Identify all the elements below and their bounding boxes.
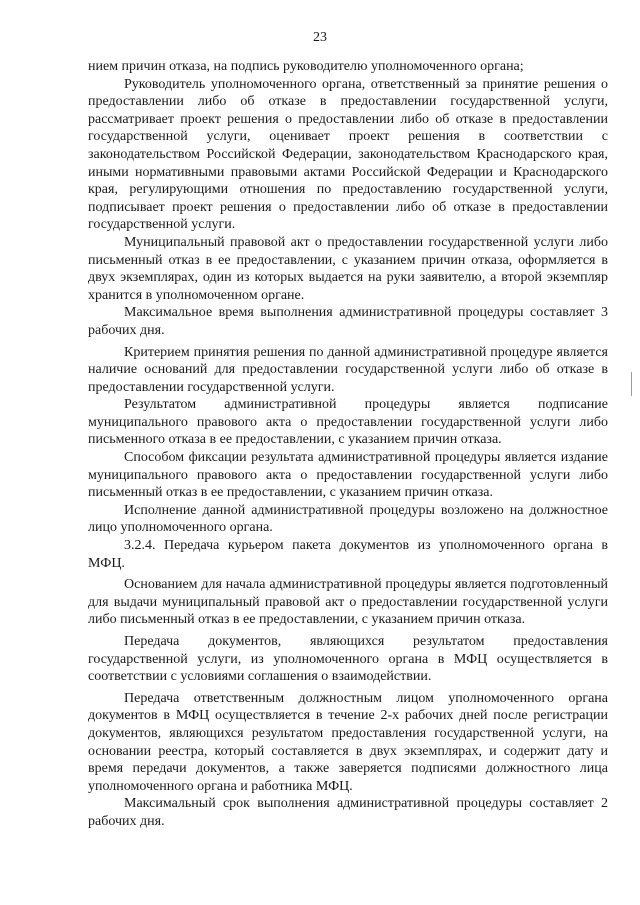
paragraph-execution: Исполнение данной административной процедуры возложено на должностное лицо уполномоченного органа.: [88, 502, 608, 536]
page-number: 23: [313, 30, 327, 45]
paragraph-head-review: Руководитель уполномоченного органа, ответственный за принятие решения о предоставлении либо об отказе в предоставлении государственной услуги, рассматривает проект решения о предоставлении либо об отказе в предоставлении государственной услуги, оценивает проект решения в соответствии с законодательством Российской Федерации, законодательством Краснодарского края, иными нормативными правовыми актами Российской Федерации и Краснодарского края, регулирующими отношения по предоставлению государственной услуги, подписывает проект решения о предоставлении либо об отказе в предоставлении государственной услуги.: [88, 76, 608, 233]
paragraph-continuation: нием причин отказа, на подпись руководителю уполномоченного органа;: [88, 59, 524, 74]
paragraph-fixation: Способом фиксации результата административной процедуры является издание муниципального правового акта о предоставлении государственной услуги либо письменный отказ в ее предоставлении, с указанием причин отказа.: [88, 450, 608, 501]
paragraph-max-term: Максимальный срок выполнения административной процедуры составляет 2 рабочих дня.: [88, 796, 608, 829]
paragraph-result: Результатом административной процедуры является подписание муниципального правового акта о предоставлении государственной услуги либо письменного отказа в ее предоставлении, с указанием причин отказа.: [88, 397, 608, 448]
paragraph-transfer-details: Передача ответственным должностным лицом уполномоченного органа документов в МФЦ осуществляется в течение 2-х рабочих дней после регистрации документов, являющихся результатом предоставления государственной услуги, на основании реестра, который составляется в двух экземплярах, и содержит дату и время передачи документов, а также заверяется подписями должностного лица уполномоченного органа и работника МФЦ.: [88, 690, 608, 794]
section-heading-3-2-4: 3.2.4. Передача курьером пакета документов из уполномоченного органа в МФЦ.: [88, 538, 608, 571]
paragraph-transfer: Передача документов, являющихся результатом предоставления государственной услуги, из уполномоченного органа в МФЦ осуществляется в соответствии с условиями соглашения о взаимодействии.: [88, 634, 608, 685]
paragraph-municipal-act: Муниципальный правовой акт о предоставлении государственной услуги либо письменный отказ в ее предоставлении, с указанием причин отказа, оформляется в двух экземплярах, один из которых выдается на руки заявителю, а второй экземпляр хранится в уполномоченном органе.: [88, 234, 608, 303]
paragraph-basis: Основанием для начала административной процедуры является подготовленный для выдачи муниципальный правовой акт о предоставлении государственной услуги либо письменный отказ в ее предоставлении, с указанием причин отказа.: [88, 577, 608, 628]
paragraph-max-time: Максимальное время выполнения административной процедуры составляет 3 рабочих дня.: [88, 305, 608, 338]
paragraph-criterion: Критерием принятия решения по данной административной процедуре является наличие оснований для предоставлении государственной услуги либо об отказе в предоставлении государственной услуги.: [88, 344, 608, 395]
scan-margin-mark: [631, 372, 632, 396]
body-text: [88, 58, 608, 831]
